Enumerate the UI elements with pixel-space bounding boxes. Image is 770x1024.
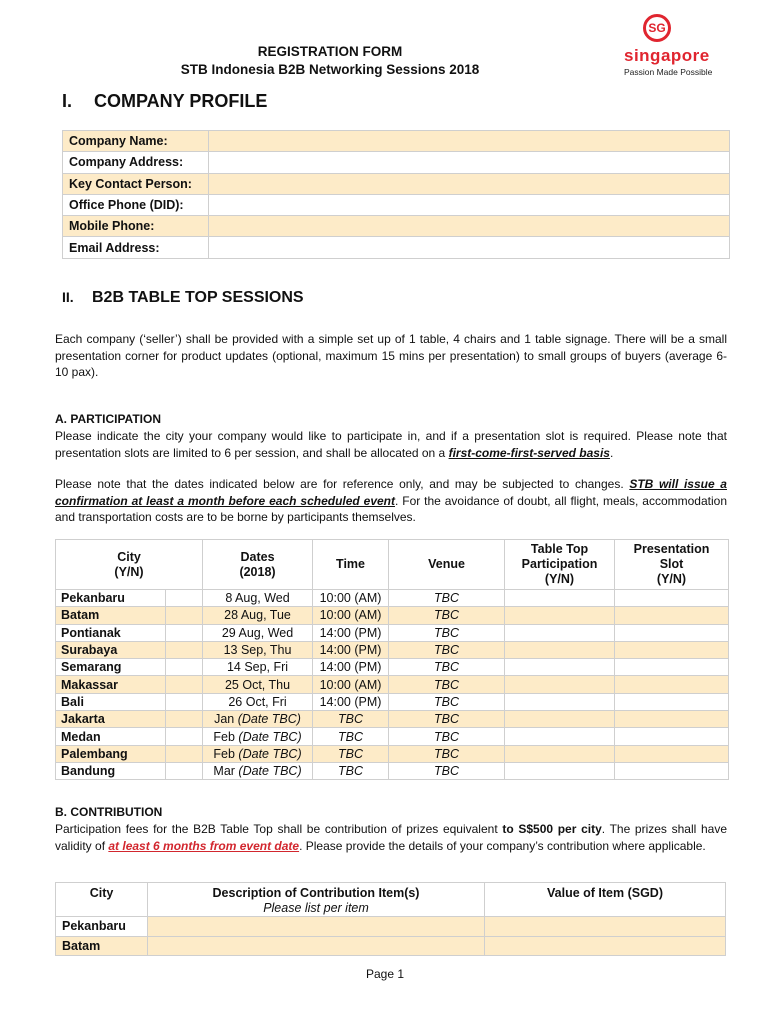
- session-time: TBC: [313, 711, 389, 728]
- city-name: Surabaya: [56, 641, 166, 658]
- participation-row: [56, 590, 729, 607]
- city-name: Palembang: [56, 745, 166, 762]
- col-table-top: Table Top Participation (Y/N): [505, 540, 615, 590]
- session-date: Jan (Date TBC): [203, 711, 313, 728]
- session-date: Feb (Date TBC): [203, 745, 313, 762]
- page-number: Page 1: [365, 967, 405, 981]
- city-yn-input[interactable]: [166, 607, 203, 624]
- presentation-slot-input[interactable]: [615, 711, 729, 728]
- session-venue: TBC: [389, 676, 505, 693]
- participation-row: [56, 711, 729, 728]
- city-name: Pontianak: [56, 624, 166, 641]
- city-name: Makassar: [56, 676, 166, 693]
- session-time: 10:00 (AM): [313, 607, 389, 624]
- session-venue: TBC: [389, 728, 505, 745]
- company-profile-row: [63, 216, 730, 237]
- session-time: TBC: [313, 745, 389, 762]
- participation-row: [56, 728, 729, 745]
- field-label: Office Phone (DID):: [63, 194, 209, 215]
- participation-row: [56, 607, 729, 624]
- presentation-slot-input[interactable]: [615, 624, 729, 641]
- sg-logo-icon: SG: [643, 14, 671, 42]
- session-date: 26 Oct, Fri: [203, 693, 313, 710]
- city-name: Bandung: [56, 762, 166, 779]
- city-name: Pekanbaru: [56, 590, 166, 607]
- presentation-slot-input[interactable]: [615, 693, 729, 710]
- company-profile-row: [63, 173, 730, 194]
- participation-note-1: Please indicate the city your company would like to participate in, and if a presentation slot is required. Please note that presentation slots are limited to 6 per session, and shall be allocated on a first-come-first-served basis.: [55, 429, 727, 460]
- city-yn-input[interactable]: [166, 711, 203, 728]
- session-date: Feb (Date TBC): [203, 728, 313, 745]
- participation-row: [56, 624, 729, 641]
- city-name: Semarang: [56, 659, 166, 676]
- session-date: 8 Aug, Wed: [203, 590, 313, 607]
- contribution-description-input[interactable]: [148, 936, 485, 956]
- logo-wordmark: singapore: [624, 46, 710, 65]
- col-dates: Dates (2018): [203, 540, 313, 590]
- table-top-input[interactable]: [505, 624, 615, 641]
- col-contribution-city: City: [56, 883, 148, 917]
- contribution-note: Participation fees for the B2B Table Top shall be contribution of prizes equivalent to S$500 per city. The prizes shall have validity of at least 6 months from event date. Please provide the details of your company’s contribution where applicable.: [55, 822, 727, 853]
- city-name: Jakarta: [56, 711, 166, 728]
- city-yn-input[interactable]: [166, 641, 203, 658]
- field-input[interactable]: [209, 216, 730, 237]
- col-time: Time: [313, 540, 389, 590]
- field-input[interactable]: [209, 152, 730, 173]
- city-yn-input[interactable]: [166, 693, 203, 710]
- session-time: 14:00 (PM): [313, 693, 389, 710]
- table-top-input[interactable]: [505, 641, 615, 658]
- session-date: 28 Aug, Tue: [203, 607, 313, 624]
- session-venue: TBC: [389, 762, 505, 779]
- contribution-value-input[interactable]: [485, 936, 726, 956]
- city-yn-input[interactable]: [166, 728, 203, 745]
- participation-row: [56, 762, 729, 779]
- form-subtitle: STB Indonesia B2B Networking Sessions 2018: [180, 62, 480, 77]
- field-input[interactable]: [209, 173, 730, 194]
- table-top-input[interactable]: [505, 590, 615, 607]
- field-label: Key Contact Person:: [63, 173, 209, 194]
- contribution-description-input[interactable]: [148, 917, 485, 937]
- col-venue: Venue: [389, 540, 505, 590]
- table-top-input[interactable]: [505, 659, 615, 676]
- company-profile-row: [63, 194, 730, 215]
- table-top-input[interactable]: [505, 676, 615, 693]
- session-date: 14 Sep, Fri: [203, 659, 313, 676]
- participation-row: [56, 676, 729, 693]
- participation-row: [56, 693, 729, 710]
- session-time: 10:00 (AM): [313, 676, 389, 693]
- col-contribution-value: Value of Item (SGD): [485, 883, 726, 917]
- presentation-slot-input[interactable]: [615, 676, 729, 693]
- session-time: 10:00 (AM): [313, 590, 389, 607]
- presentation-slot-input[interactable]: [615, 728, 729, 745]
- field-label: Email Address:: [63, 237, 209, 258]
- city-yn-input[interactable]: [166, 659, 203, 676]
- presentation-slot-input[interactable]: [615, 659, 729, 676]
- session-venue: TBC: [389, 711, 505, 728]
- session-time: 14:00 (PM): [313, 659, 389, 676]
- session-venue: TBC: [389, 607, 505, 624]
- session-venue: TBC: [389, 659, 505, 676]
- contribution-row: [56, 936, 726, 956]
- table-top-intro: Each company (‘seller’) shall be provided with a simple set up of 1 table, 4 chairs and 1 table signage. There will be a small presentation corner for product updates (optional, maximum 15 mins per presentation) to small groups of buyers (average 6-10 pax).: [55, 332, 727, 379]
- table-top-input[interactable]: [505, 693, 615, 710]
- city-name: Medan: [56, 728, 166, 745]
- city-yn-input[interactable]: [166, 745, 203, 762]
- session-venue: TBC: [389, 624, 505, 641]
- field-input[interactable]: [209, 237, 730, 258]
- session-date: Mar (Date TBC): [203, 762, 313, 779]
- contribution-city: Batam: [56, 936, 148, 956]
- company-profile-row: [63, 152, 730, 173]
- participation-row: [56, 659, 729, 676]
- field-label: Company Address:: [63, 152, 209, 173]
- table-top-input[interactable]: [505, 607, 615, 624]
- company-profile-table: [62, 130, 730, 259]
- presentation-slot-input[interactable]: [615, 607, 729, 624]
- session-venue: TBC: [389, 641, 505, 658]
- field-input[interactable]: [209, 194, 730, 215]
- company-profile-row: [63, 237, 730, 258]
- col-contribution-description: Description of Contribution Item(s) Please list per item: [148, 883, 485, 917]
- field-label: Company Name:: [63, 131, 209, 152]
- city-yn-input[interactable]: [166, 590, 203, 607]
- participation-row: [56, 641, 729, 658]
- presentation-slot-input[interactable]: [615, 590, 729, 607]
- session-date: 25 Oct, Thu: [203, 676, 313, 693]
- contribution-table: [55, 882, 726, 956]
- logo-tagline: Passion Made Possible: [624, 67, 713, 77]
- field-label: Mobile Phone:: [63, 216, 209, 237]
- table-top-input[interactable]: [505, 745, 615, 762]
- contribution-heading: B. CONTRIBUTION: [55, 805, 163, 819]
- col-city: City (Y/N): [56, 540, 203, 590]
- city-yn-input[interactable]: [166, 762, 203, 779]
- section-company-profile-heading: I. COMPANY PROFILE: [62, 91, 268, 111]
- contribution-city: Pekanbaru: [56, 917, 148, 937]
- session-time: TBC: [313, 728, 389, 745]
- section-table-top-heading: II. B2B TABLE TOP SESSIONS: [62, 289, 304, 306]
- session-venue: TBC: [389, 590, 505, 607]
- session-venue: TBC: [389, 693, 505, 710]
- session-date: 29 Aug, Wed: [203, 624, 313, 641]
- table-top-input[interactable]: [505, 728, 615, 745]
- city-yn-input[interactable]: [166, 624, 203, 641]
- form-title: REGISTRATION FORM: [257, 44, 403, 59]
- session-date: 13 Sep, Thu: [203, 641, 313, 658]
- participation-row: [56, 745, 729, 762]
- session-venue: TBC: [389, 745, 505, 762]
- session-time: TBC: [313, 762, 389, 779]
- contribution-value-input[interactable]: [485, 917, 726, 937]
- presentation-slot-input[interactable]: [615, 745, 729, 762]
- city-yn-input[interactable]: [166, 676, 203, 693]
- singapore-logo: [618, 14, 728, 84]
- city-name: Batam: [56, 607, 166, 624]
- session-time: 14:00 (PM): [313, 641, 389, 658]
- company-profile-row: [63, 131, 730, 152]
- table-top-input[interactable]: [505, 711, 615, 728]
- presentation-slot-input[interactable]: [615, 762, 729, 779]
- city-name: Bali: [56, 693, 166, 710]
- presentation-slot-input[interactable]: [615, 641, 729, 658]
- table-top-input[interactable]: [505, 762, 615, 779]
- contribution-row: [56, 917, 726, 937]
- col-presentation: Presentation Slot (Y/N): [615, 540, 729, 590]
- field-input[interactable]: [209, 131, 730, 152]
- participation-heading: A. PARTICIPATION: [55, 412, 161, 426]
- participation-note-2: Please note that the dates indicated below are for reference only, and may be subjected to changes. STB will issue a confirmation at least a month before each scheduled event. For the avoidance of doubt, all flight, meals, accommodation and transportation costs are to be borne by participants themselves.: [55, 477, 727, 524]
- participation-table: [55, 539, 729, 780]
- session-time: 14:00 (PM): [313, 624, 389, 641]
